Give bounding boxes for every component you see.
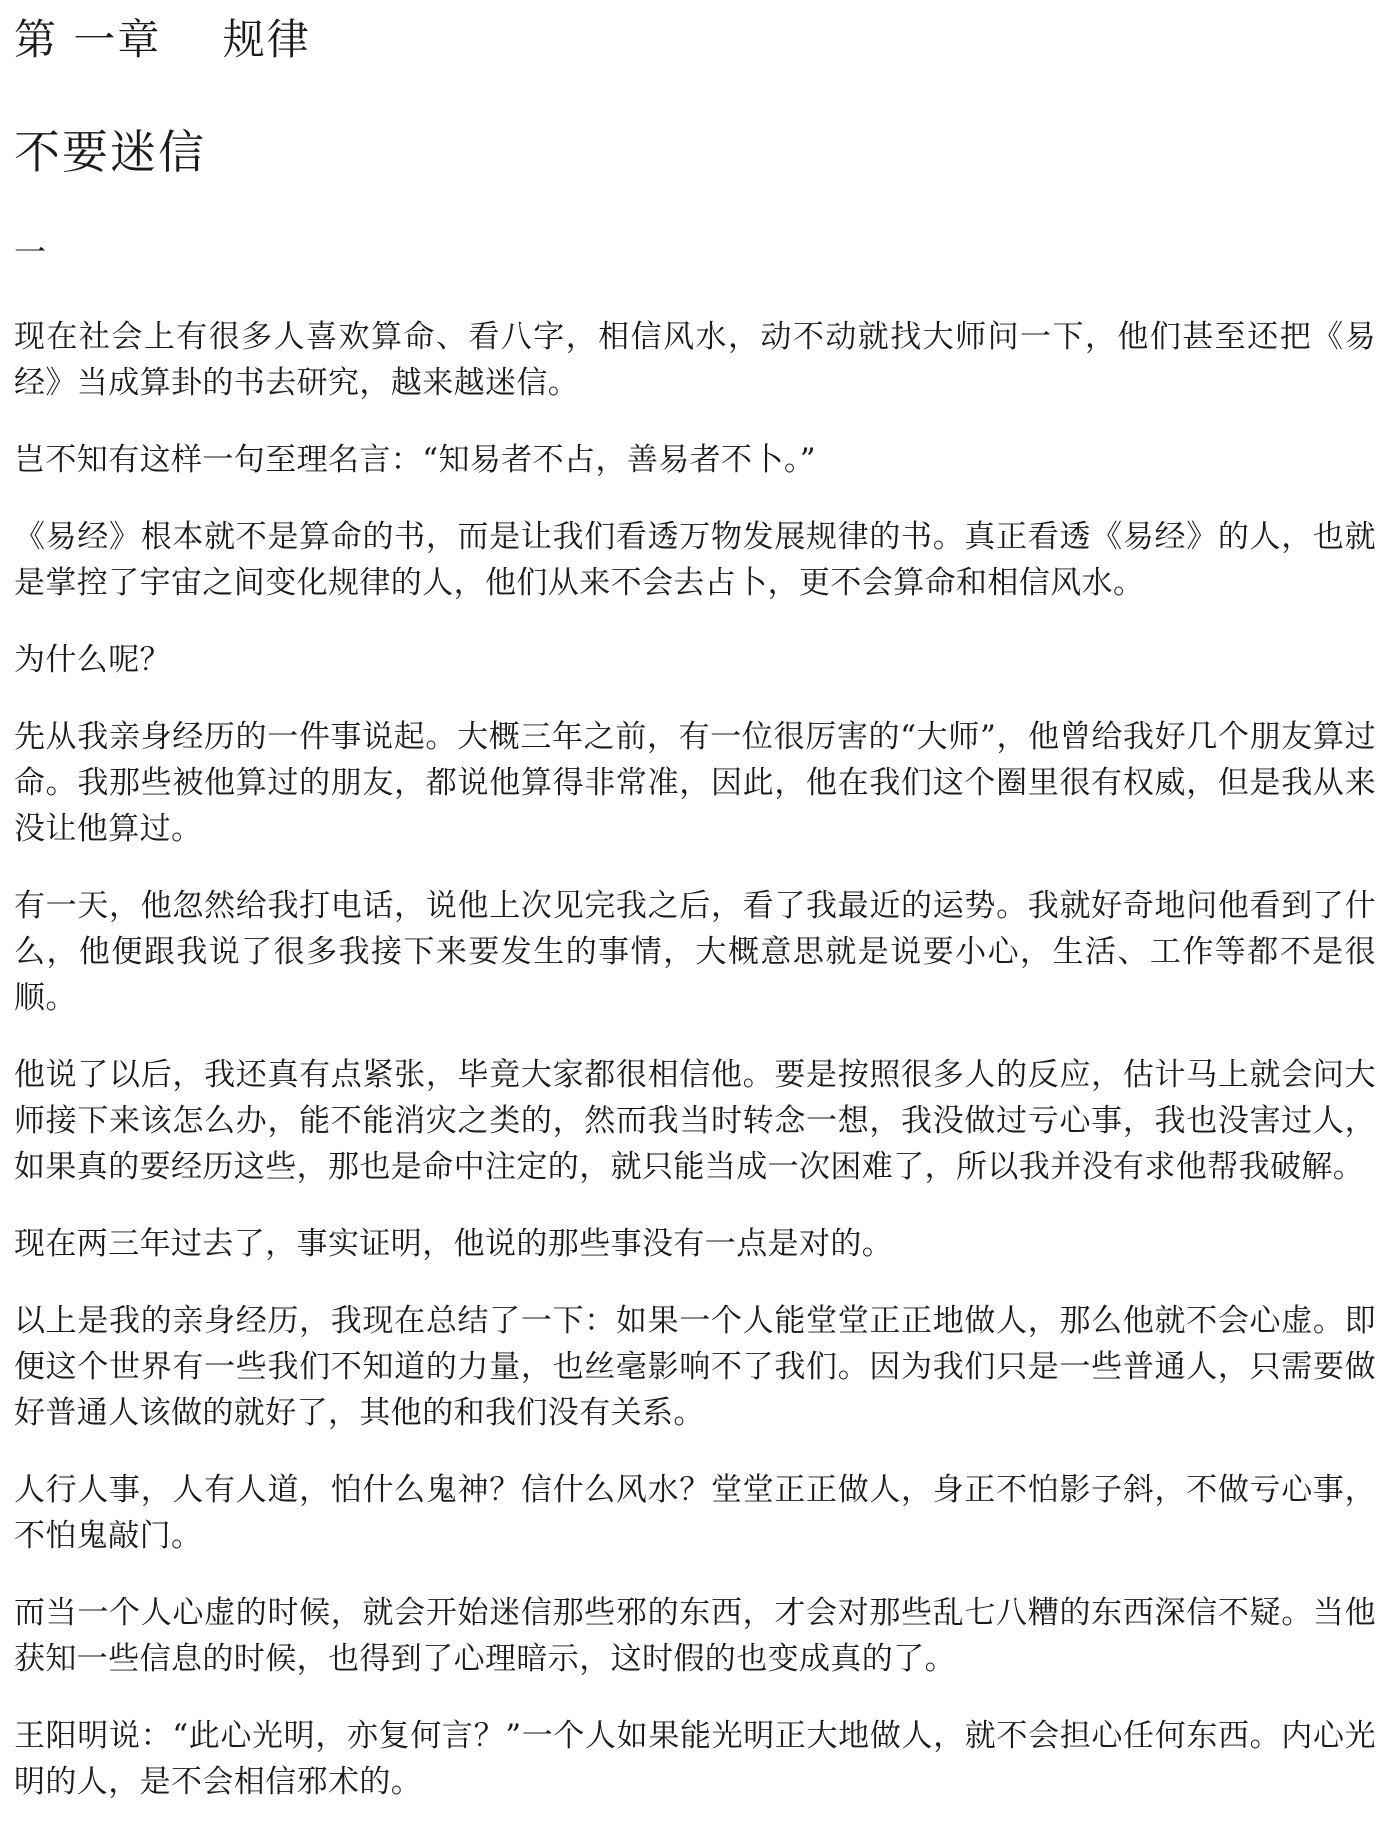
paragraph: 现在社会上有很多人喜欢算命、看八字，相信风水，动不动就找大师问一下，他们甚至还把《易经》当成算卦的书去研究，越来越迷信。 — [14, 319, 1376, 401]
paragraph: 以上是我的亲身经历，我现在总结了一下：如果一个人能堂堂正正地做人，那么他就不会心虚。即便这个世界有一些我们不知道的力量，也丝毫影响不了我们。因为我们只是一些普通人，只需要做好普通人该做的就好了，其他的和我们没有关系。 — [14, 1303, 1376, 1431]
body-text — [14, 314, 1376, 1805]
paragraph: 《易经》根本就不是算命的书，而是让我们看透万物发展规律的书。真正看透《易经》的人，也就是掌控了宇宙之间变化规律的人，他们从来不会去占卜，更不会算命和相信风水。 — [14, 519, 1376, 601]
paragraph: 先从我亲身经历的一件事说起。大概三年之前，有一位很厉害的“大师”，他曾给我好几个朋友算过命。我那些被他算过的朋友，都说他算得非常准，因此，他在我们这个圈里很有权威，但是我从来没让他算过。 — [14, 719, 1376, 847]
paragraph: 现在两三年过去了，事实证明，他说的那些事没有一点是对的。 — [14, 1226, 894, 1262]
section-number: 一 — [14, 233, 47, 271]
paragraph: 为什么呢？ — [14, 642, 171, 678]
paragraph: 王阳明说：“此心光明，亦复何言？”一个人如果能光明正大地做人，就不会担心任何东西。内心光明的人，是不会相信邪术的。 — [14, 1718, 1376, 1800]
paragraph: 他说了以后，我还真有点紧张，毕竟大家都很相信他。要是按照很多人的反应，估计马上就会问大师接下来该怎么办，能不能消灾之类的，然而我当时转念一想，我没做过亏心事，我也没害过人，如果真的要经历这些，那也是命中注定的，就只能当成一次困难了，所以我并没有求他帮我破解。 — [14, 1057, 1376, 1185]
paragraph: 有一天，他忽然给我打电话，说他上次见完我之后，看了我最近的运势。我就好奇地问他看到了什么，他便跟我说了很多我接下来要发生的事情，大概意思就是说要小心，生活、工作等都不是很顺。 — [14, 888, 1376, 1016]
paragraph: 人行人事，人有人道，怕什么鬼神？信什么风水？堂堂正正做人，身正不怕影子斜，不做亏心事，不怕鬼敲门。 — [14, 1472, 1376, 1554]
paragraph: 岂不知有这样一句至理名言：“知易者不占，善易者不卜。” — [14, 442, 816, 478]
section-title: 不要迷信 — [14, 125, 206, 179]
chapter-title: 第 一章 规律 — [14, 15, 311, 64]
document-page — [14, 0, 1376, 1836]
paragraph: 而当一个人心虚的时候，就会开始迷信那些邪的东西，才会对那些乱七八糟的东西深信不疑。当他获知一些信息的时候，也得到了心理暗示，这时假的也变成真的了。 — [14, 1595, 1376, 1677]
